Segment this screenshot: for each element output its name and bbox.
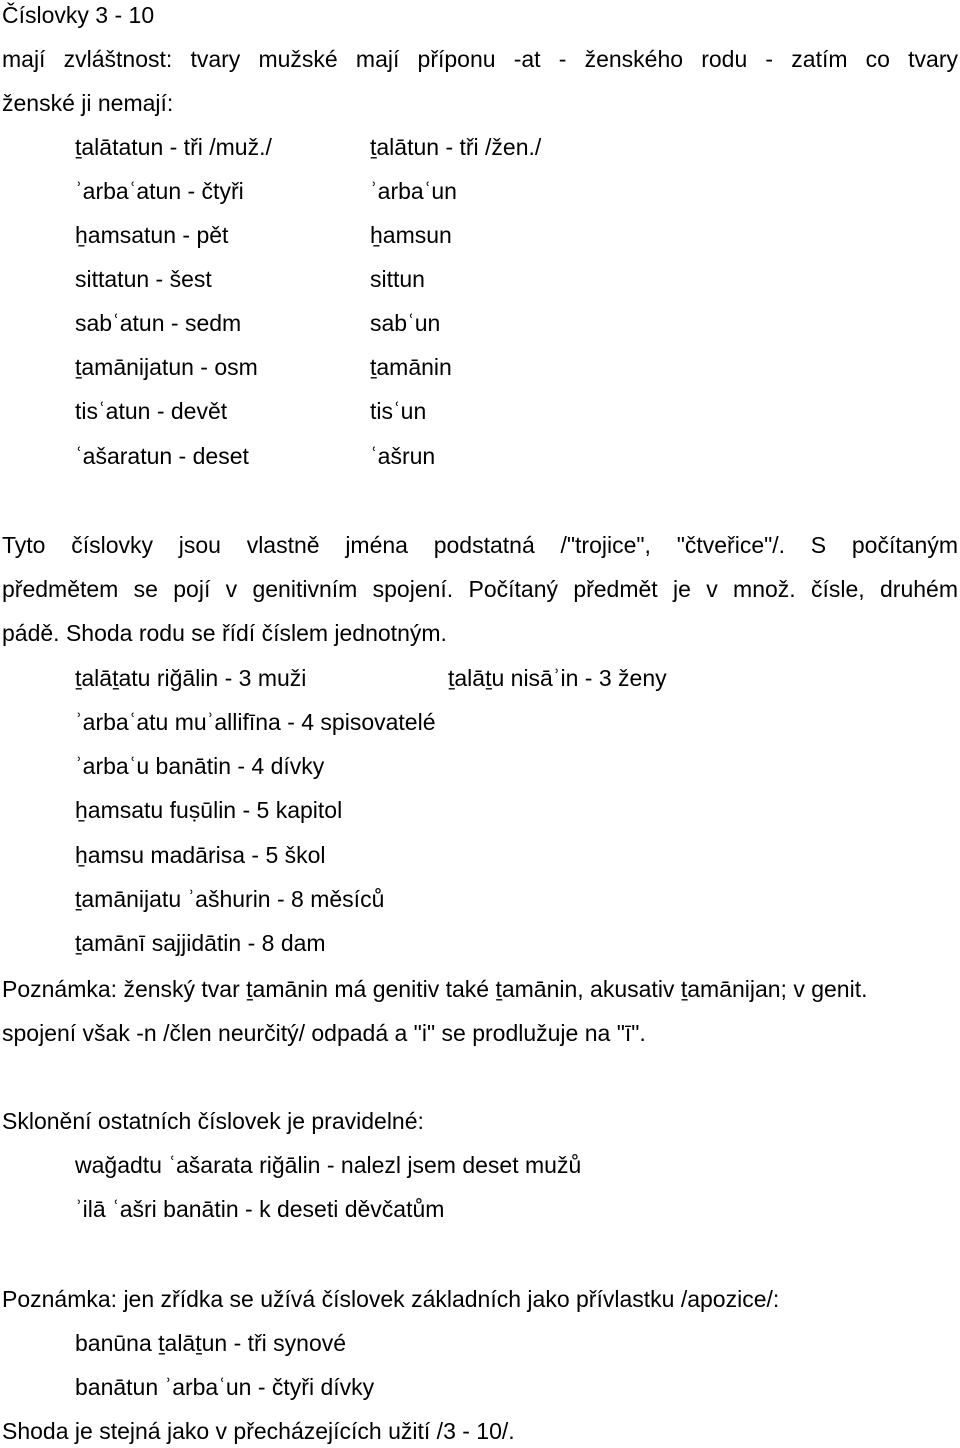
numeral-fem: ẖamsun [370,222,452,248]
paragraph-line: pádě. Shoda rodu se řídí číslem jednotným. [2,620,447,646]
numeral-fem: ʿašrun [370,443,436,469]
numeral-fem: tisʿun [370,398,427,424]
numeral-fem: ṯamānin [370,354,452,380]
example-item: ṯamānī sajjidātin - 8 dam [75,930,326,956]
numeral-masc: ʿašaratun - deset [75,443,249,469]
numeral-masc: ṯalātatun - tři /muž./ [75,134,272,160]
numeral-fem: sabʿun [370,310,441,336]
example-item: banātun ʾarbaʿun - čtyři dívky [75,1374,375,1400]
numeral-masc: ṯamānijatun - osm [75,354,258,380]
numeral-masc: sittatun - šest [75,266,212,292]
section-heading: Poznámka: jen zřídka se užívá číslovek základních jako přívlastku /apozice/: [2,1286,780,1312]
example-item: ṯalāṯu nisāʾin - 3 ženy [448,665,667,691]
numeral-masc: tisʿatun - devět [75,398,228,424]
example-item: ṯamānijatu ʾašhurin - 8 měsíců [75,886,385,912]
section-heading: Sklonění ostatních číslovek je pravidelné: [2,1108,424,1134]
intro-line-2: ženské ji nemají: [2,90,174,116]
note-line: Poznámka: ženský tvar ṯamānin má genitiv také ṯamānin, akusativ ṯamānijan; v genit. [2,976,868,1002]
page-title: Číslovky 3 - 10 [2,2,155,28]
paragraph-line: Tyto číslovky jsou vlastně jména podstatná /"trojice", "čtveřice"/. S počítaným [2,532,958,558]
example-item: ʾilā ʿašri banātin - k deseti děvčatům [75,1196,445,1222]
numeral-fem: ṯalātun - tři /žen./ [370,134,542,160]
note-line: spojení však -n /člen neurčitý/ odpadá a "i" se prodlužuje na "ī". [2,1020,646,1046]
numeral-fem: sittun [370,266,425,292]
numeral-masc: ʾarbaʿatun - čtyři [75,178,244,204]
numeral-masc: ẖamsatun - pět [75,222,229,248]
example-item: ṯalāṯatu riğālin - 3 muži [75,665,307,691]
numeral-masc: sabʿatun - sedm [75,310,242,336]
numeral-fem: ʾarbaʿun [370,178,457,204]
example-item: ʾarbaʿatu muʾallifīna - 4 spisovatelé [75,709,436,735]
example-item: ʾarbaʿu banātin - 4 dívky [75,753,325,779]
paragraph-line: předmětem se pojí v genitivním spojení. Počítaný předmět je v množ. čísle, druhém [2,576,958,602]
example-item: wağadtu ʿašarata riğālin - nalezl jsem deset mužů [75,1152,582,1178]
footer-line: Shoda je stejná jako v přecházejících užití /3 - 10/. [2,1418,515,1444]
example-item: ẖamsatu fuṣūlin - 5 kapitol [75,797,343,823]
example-item: banūna ṯalāṯun - tři synové [75,1330,347,1356]
example-item: ẖamsu madārisa - 5 škol [75,842,326,868]
intro-line-1: mají zvláštnost: tvary mužské mají příponu -at - ženského rodu - zatím co tvary [2,46,958,72]
